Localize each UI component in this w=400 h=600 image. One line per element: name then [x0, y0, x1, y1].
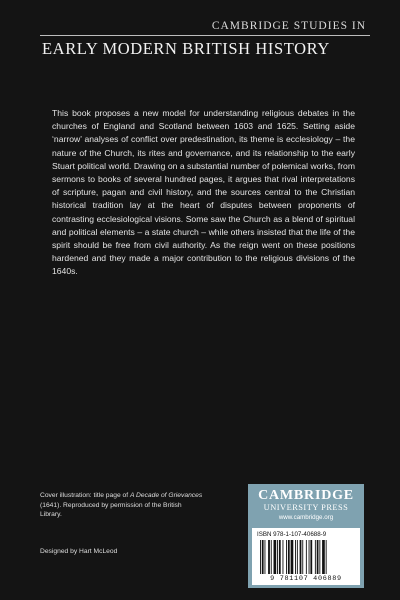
barcode-number: 9 781107 406889 — [270, 575, 342, 583]
book-description: This book proposes a new model for understanding religious debates in the churches of England and Scotland between 1603 and 1625. Setting aside ‘narrow’ analyses of conflict over predestination, its theme is ecclesiology – the nature of the Church, its rites and governance, and its relationship to the early Stuart political world. Drawing on a substantial number of polemical works, from sermons to books of several hundred pages, it argues that rival interpretations of scripture, pagan and civil history, and the sources central to the Christian historical tradition lay at the heart of disputes between proponents of contrasting ecclesiological visions. Some saw the Church as a blend of spiritual and political elements – a state church – while others insisted that the life of the spirit should be free from civil authority. As the reign went on these positions hardened and they made a major contribution to the religious divisions of the 1640s. — [52, 108, 355, 277]
credit-suffix: (1641). Reproduced by permission of the British Library. — [40, 501, 182, 519]
series-title — [40, 20, 370, 59]
isbn-label: ISBN 978-1-107-40688-9 — [257, 531, 327, 538]
series-rule — [40, 35, 370, 36]
publisher-subtitle: UNIVERSITY PRESS — [263, 503, 349, 512]
publisher-panel — [248, 484, 364, 588]
designer-credit: Designed by Hart McLeod — [40, 548, 118, 555]
credit-title: A Decade of Grievances — [129, 492, 203, 499]
cover-illustration-credit — [40, 491, 205, 520]
barcode-card — [252, 528, 360, 585]
credit-prefix: Cover illustration: title page of — [40, 492, 130, 499]
series-line-2: EARLY MODERN BRITISH HISTORY — [42, 39, 330, 58]
publisher-logo — [252, 487, 360, 527]
series-line-1: CAMBRIDGE STUDIES IN — [211, 20, 366, 32]
barcode-icon — [258, 540, 354, 574]
publisher-url[interactable]: www.cambridge.org — [278, 514, 334, 521]
publisher-name: CAMBRIDGE — [258, 488, 354, 503]
